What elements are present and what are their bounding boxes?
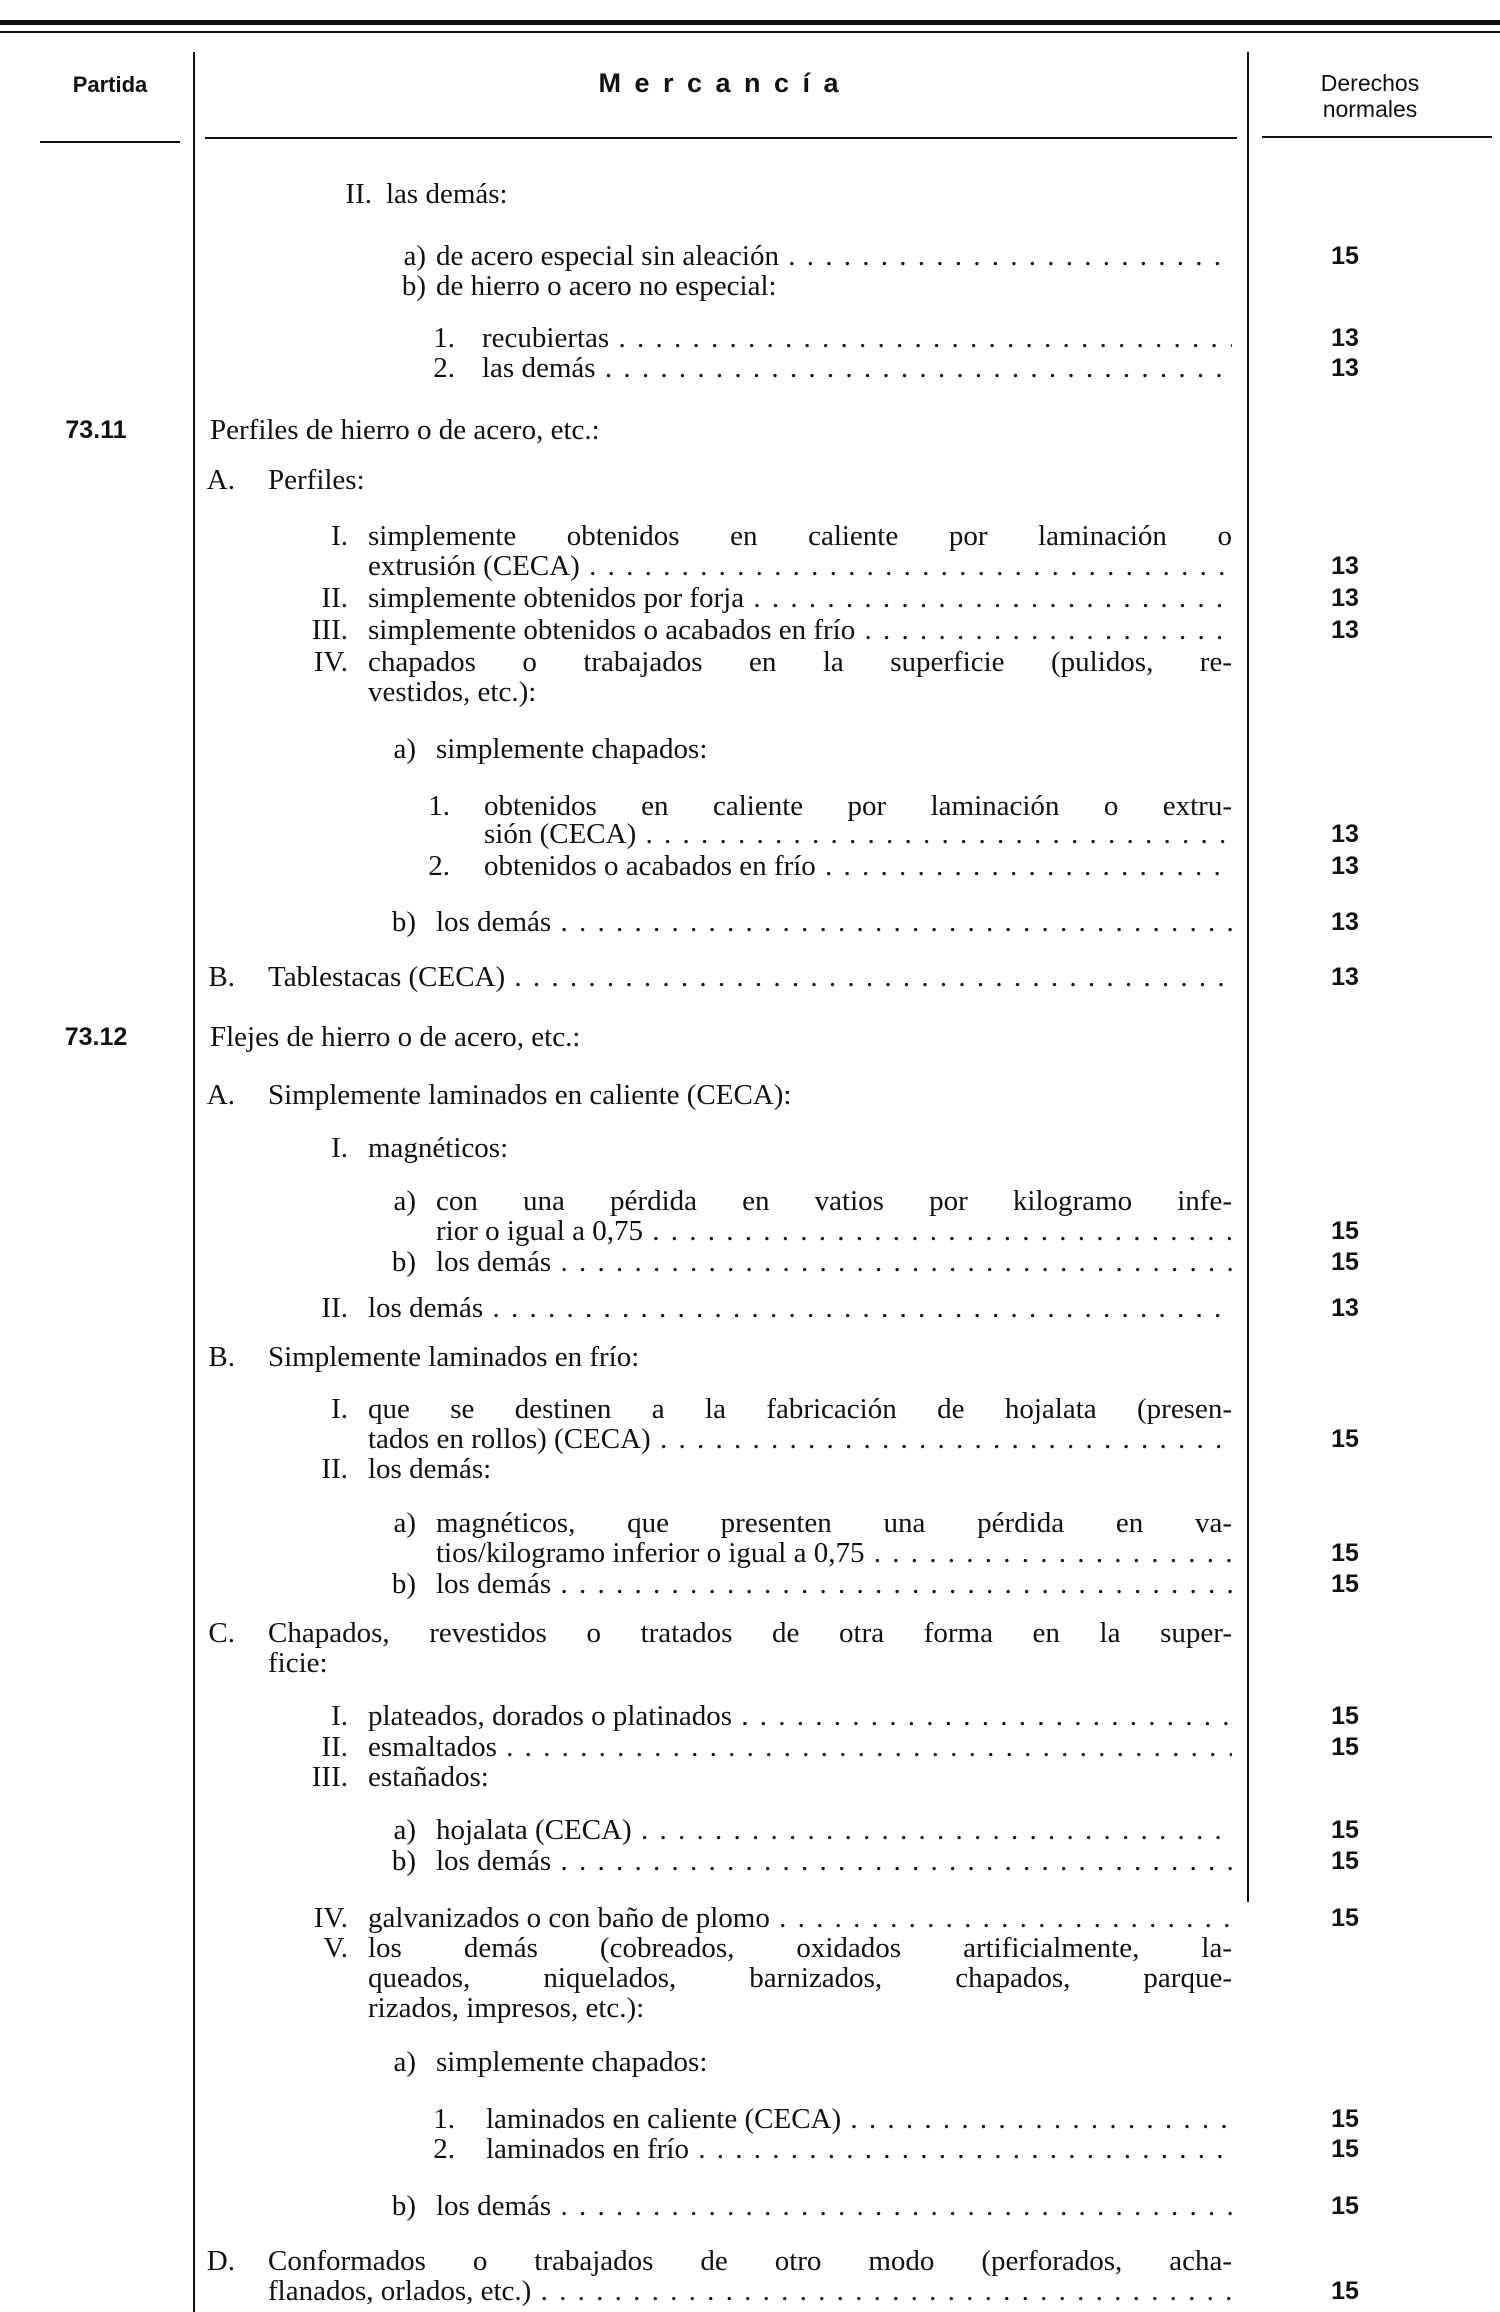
duty-rate: 13 [1331, 963, 1359, 991]
tariff-row [0, 1617, 1500, 1649]
tariff-row [0, 240, 1500, 272]
duty-rate: 15 [1331, 2192, 1359, 2220]
duty-rate: 15 [1331, 2135, 1359, 2163]
item-description: con una pérdida en vatios por kilogramo infe- [436, 1185, 1232, 1217]
tariff-row [0, 178, 1500, 210]
tariff-row [0, 1292, 1500, 1324]
item-marker: C. [208, 1617, 235, 1649]
item-description: de acero especial sin aleación . . . [436, 240, 1232, 272]
tariff-row [0, 2245, 1500, 2277]
item-description: extrusión (CECA) . . . [368, 550, 1232, 582]
item-marker: a) [393, 1185, 416, 1217]
item-marker: b) [391, 1845, 416, 1877]
item-marker: 2. [433, 2133, 455, 2165]
item-description: los demás . . . [436, 1246, 1232, 1278]
item-marker: D. [206, 2245, 235, 2277]
duty-rate: 13 [1331, 852, 1359, 880]
item-description: simplemente obtenidos en caliente por laminación o [368, 520, 1232, 552]
tariff-row [0, 414, 1500, 446]
item-description: Chapados, revestidos o tratados de otra forma en la super- [268, 1617, 1232, 1649]
item-description: los demás . . . [436, 1568, 1232, 1600]
item-marker: II. [321, 1453, 348, 1485]
tariff-row [0, 1568, 1500, 1600]
item-marker: 1. [433, 2103, 455, 2135]
tariff-row [0, 1132, 1500, 1164]
tariff-row [0, 1845, 1500, 1877]
tariff-row [0, 1731, 1500, 1763]
tariff-row [0, 1902, 1500, 1934]
tariff-row [0, 733, 1500, 765]
top-rule-thin [0, 31, 1500, 33]
tariff-row [0, 322, 1500, 354]
tariff-row [0, 352, 1500, 384]
item-marker: II. [345, 178, 372, 210]
item-description: simplemente chapados: [436, 2046, 708, 2078]
duty-rate: 15 [1331, 1904, 1359, 1932]
item-description: de hierro o acero no especial: [436, 270, 777, 302]
tariff-row [0, 1814, 1500, 1846]
tariff-row [0, 1992, 1500, 2024]
duty-rate: 15 [1331, 1539, 1359, 1567]
item-description: chapados o trabajados en la superficie (pulidos, re- [368, 646, 1232, 678]
item-marker: A. [206, 1079, 235, 1111]
duty-rate: 13 [1331, 552, 1359, 580]
item-description: queados, niquelados, barnizados, chapados, parque- [368, 1962, 1232, 1994]
item-description: Simplemente laminados en caliente (CECA): [268, 1079, 792, 1111]
item-description: simplemente obtenidos o acabados en frío . . . [368, 614, 1232, 646]
item-description: laminados en caliente (CECA) . . . [486, 2103, 1232, 2135]
item-marker: V. [323, 1932, 348, 1964]
tariff-row [0, 1761, 1500, 1793]
duty-rate: 15 [1331, 2277, 1359, 2305]
item-description: Conformados o trabajados de otro modo (perforados, acha- [268, 2245, 1232, 2277]
item-description: tados en rollos) (CECA) . . . [368, 1423, 1232, 1455]
duty-rate: 15 [1331, 1816, 1359, 1844]
tariff-row [0, 1021, 1500, 1053]
duty-rate: 15 [1331, 1425, 1359, 1453]
tariff-row [0, 464, 1500, 496]
duty-rate: 15 [1331, 1733, 1359, 1761]
tariff-row [0, 2046, 1500, 2078]
tariff-row [0, 1537, 1500, 1569]
duty-rate: 15 [1331, 1248, 1359, 1276]
item-description: los demás . . . [368, 1292, 1232, 1324]
tariff-row [0, 1215, 1500, 1247]
item-marker: B. [208, 961, 235, 993]
item-description: ficie: [268, 1647, 328, 1679]
item-description: los demás (cobreados, oxidados artificialmente, la- [368, 1932, 1232, 1964]
item-description: rior o igual a 0,75 . . . [436, 1215, 1232, 1247]
item-description: Tablestacas (CECA) . . . [268, 961, 1232, 993]
duty-rate: 15 [1331, 2105, 1359, 2133]
duty-rate: 13 [1331, 584, 1359, 612]
item-description: simplemente obtenidos por forja . . . [368, 582, 1232, 614]
partida-code: 73.11 [65, 416, 127, 444]
item-marker: 2. [428, 850, 450, 882]
duty-rate: 15 [1331, 1217, 1359, 1245]
duty-rate: 13 [1331, 908, 1359, 936]
tariff-row [0, 646, 1500, 678]
item-description: esmaltados . . . [368, 1731, 1232, 1763]
item-description: plateados, dorados o platinados . . . [368, 1700, 1232, 1732]
tariff-row [0, 1932, 1500, 1964]
item-description: las demás . . . [482, 352, 1232, 384]
header-underline-partida [40, 141, 180, 143]
tariff-row [0, 1079, 1500, 1111]
duty-rate: 15 [1331, 1570, 1359, 1598]
item-description: los demás: [368, 1453, 492, 1485]
duty-rate: 13 [1331, 616, 1359, 644]
duty-rate: 13 [1331, 1294, 1359, 1322]
item-marker: I. [331, 1393, 348, 1425]
item-description: los demás . . . [436, 2190, 1232, 2222]
item-marker: b) [391, 1246, 416, 1278]
header-partida: Partida [72, 72, 148, 97]
item-description: galvanizados o con baño de plomo . . . [368, 1902, 1232, 1934]
item-marker: b) [401, 270, 426, 302]
partida-code: 73.12 [64, 1023, 128, 1051]
item-marker: a) [393, 1814, 416, 1846]
item-description: recubiertas . . . [482, 322, 1232, 354]
tariff-row [0, 1423, 1500, 1455]
tariff-row [0, 818, 1500, 850]
header-underline-mercancia [205, 137, 1237, 139]
item-marker: b) [391, 2190, 416, 2222]
duty-rate: 13 [1331, 820, 1359, 848]
item-marker: a) [393, 1507, 416, 1539]
item-description: rizados, impresos, etc.): [368, 1992, 645, 2024]
item-description: las demás: [386, 178, 508, 210]
item-description: Flejes de hierro o de acero, etc.: [210, 1021, 581, 1053]
item-marker: IV. [313, 646, 348, 678]
duty-rate: 15 [1331, 1847, 1359, 1875]
tariff-row [0, 582, 1500, 614]
item-description: que se destinen a la fabricación de hojalata (presen- [368, 1393, 1232, 1425]
item-marker: b) [391, 906, 416, 938]
tariff-row [0, 676, 1500, 708]
duty-rate: 15 [1331, 1702, 1359, 1730]
item-description: tios/kilogramo inferior o igual a 0,75 . . . [436, 1537, 1232, 1569]
item-marker: IV. [313, 1902, 348, 1934]
item-description: vestidos, etc.): [368, 676, 537, 708]
tariff-row [0, 2103, 1500, 2135]
item-description: magnéticos, que presenten una pérdida en va- [436, 1507, 1232, 1539]
item-description: los demás . . . [436, 1845, 1232, 1877]
item-description: estañados: [368, 1761, 489, 1793]
item-description: simplemente chapados: [436, 733, 708, 765]
tariff-row [0, 2190, 1500, 2222]
item-marker: II. [321, 1292, 348, 1324]
item-marker: B. [208, 1341, 235, 1373]
tariff-row [0, 550, 1500, 582]
tariff-row [0, 1246, 1500, 1278]
header-derechos: Derechos normales [1320, 70, 1420, 122]
tariff-row [0, 1700, 1500, 1732]
item-marker: b) [391, 1568, 416, 1600]
tariff-row [0, 1393, 1500, 1425]
tariff-row [0, 2275, 1500, 2307]
item-marker: a) [393, 733, 416, 765]
item-description: magnéticos: [368, 1132, 509, 1164]
item-marker: III. [311, 1761, 348, 1793]
duty-rate: 13 [1331, 324, 1359, 352]
item-marker: II. [321, 582, 348, 614]
item-marker: 1. [433, 322, 455, 354]
header-mercancia: M e r c a n c í a [598, 68, 842, 98]
tariff-row [0, 1453, 1500, 1485]
item-description: sión (CECA) . . . [484, 818, 1232, 850]
tariff-row [0, 2133, 1500, 2165]
tariff-row [0, 961, 1500, 993]
tariff-row [0, 520, 1500, 552]
item-description: flanados, orlados, etc.) . . . [268, 2275, 1232, 2307]
item-description: Perfiles de hierro o de acero, etc.: [210, 414, 600, 446]
item-marker: 1. [428, 790, 450, 822]
item-description: los demás . . . [436, 906, 1232, 938]
item-marker: A. [206, 464, 235, 496]
header-underline-derechos [1262, 136, 1492, 138]
tariff-row [0, 906, 1500, 938]
item-marker: 2. [433, 352, 455, 384]
item-marker: III. [311, 614, 348, 646]
item-description: hojalata (CECA) . . . [436, 1814, 1232, 1846]
item-marker: a) [393, 2046, 416, 2078]
item-description: obtenidos en caliente por laminación o extru- [484, 790, 1232, 822]
tariff-row [0, 1341, 1500, 1373]
item-marker: II. [321, 1731, 348, 1763]
tariff-row [0, 614, 1500, 646]
item-marker: I. [331, 1700, 348, 1732]
tariff-row [0, 1185, 1500, 1217]
item-description: Perfiles: [268, 464, 365, 496]
item-description: laminados en frío . . . [486, 2133, 1232, 2165]
item-marker: I. [331, 520, 348, 552]
item-marker: I. [331, 1132, 348, 1164]
tariff-row [0, 1962, 1500, 1994]
item-description: obtenidos o acabados en frío . . . [484, 850, 1232, 882]
duty-rate: 13 [1331, 354, 1359, 382]
tariff-row [0, 850, 1500, 882]
tariff-row [0, 270, 1500, 302]
tariff-row [0, 1647, 1500, 1679]
duty-rate: 15 [1331, 242, 1359, 270]
item-description: Simplemente laminados en frío: [268, 1341, 640, 1373]
item-marker: a) [403, 240, 426, 272]
tariff-row [0, 1507, 1500, 1539]
top-rule-thick [0, 20, 1500, 25]
